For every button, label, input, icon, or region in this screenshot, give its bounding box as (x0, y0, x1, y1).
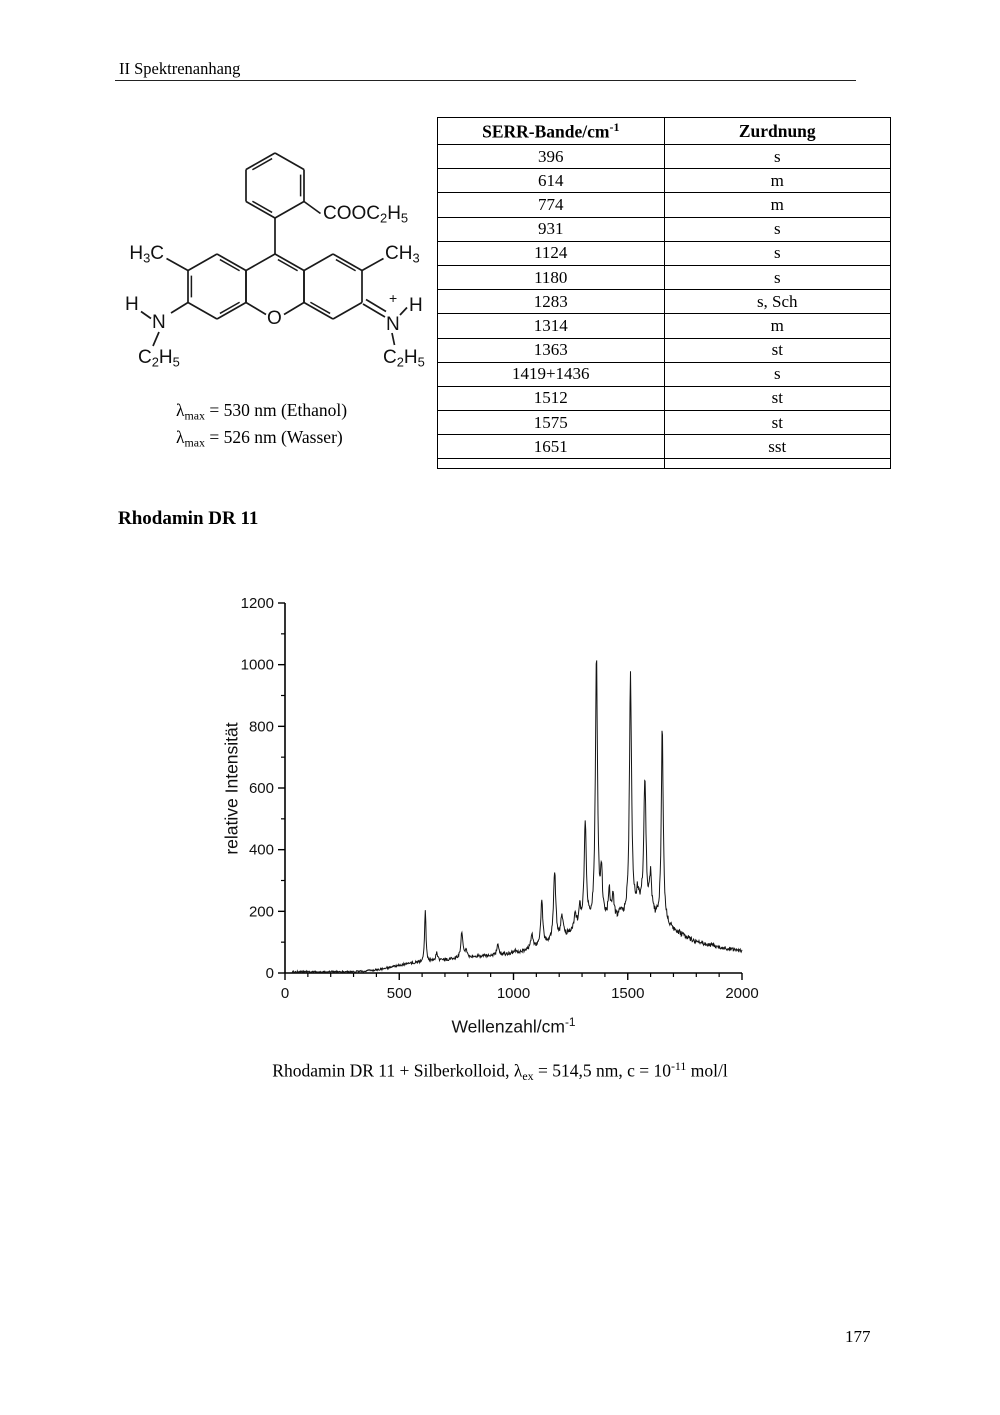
x-tick-label: 500 (386, 985, 412, 1002)
assignment-cell: s (664, 362, 891, 386)
band-cell: 1512 (438, 386, 665, 410)
band-cell: 1575 (438, 411, 665, 435)
bond (400, 308, 407, 316)
assignment-cell: st (664, 386, 891, 410)
bond (304, 303, 333, 320)
assignment-cell: s (664, 217, 891, 241)
table-row (438, 193, 891, 217)
bond (246, 153, 275, 170)
atom-label-plus-charge: + (389, 290, 398, 306)
band-cell: 1124 (438, 241, 665, 265)
y-tick-label: 200 (248, 903, 274, 921)
table-row (438, 386, 891, 410)
band-cell: 1419+1436 (438, 362, 665, 386)
band-cell: 614 (438, 169, 665, 193)
bond (167, 259, 189, 271)
bond (284, 303, 304, 315)
header-rule (115, 80, 856, 81)
spectrum-chart (200, 578, 820, 1048)
assignment-cell: sst (664, 435, 891, 459)
atom-label-oxygen: O (267, 308, 282, 329)
figure-caption: Rhodamin DR 11 + Silberkolloid, $\lambda_{ex} = 514,5$ nm, $c = 10^{-11}$ mol/l (272, 1059, 728, 1083)
section-heading: Rhodamin DR 11 (118, 508, 259, 529)
bond (246, 202, 275, 219)
assignment-cell: m (664, 314, 891, 338)
assignment-cell: m (664, 169, 891, 193)
page-number: 177 (845, 1327, 871, 1346)
bond (188, 254, 217, 271)
table-row (438, 435, 891, 459)
bond (217, 254, 246, 271)
band-cell: 1180 (438, 265, 665, 289)
band-cell: 1283 (438, 290, 665, 314)
y-tick-label: 1000 (240, 656, 274, 674)
assignment-cell: s (664, 241, 891, 265)
table-header-row (438, 118, 891, 145)
bond (333, 254, 362, 271)
table-header-band: SERR-$Bande/cm^{-1}$ (438, 118, 665, 145)
table-row (438, 145, 891, 169)
table-bottom-spacer-row (438, 459, 891, 469)
x-tick-label: 1000 (496, 985, 531, 1002)
table-header-assignment: Zurdnung (664, 118, 891, 145)
assignment-cell: s (664, 145, 891, 169)
y-tick-label: 600 (248, 780, 274, 797)
x-tick-label: 1500 (611, 985, 645, 1002)
bond (304, 202, 321, 214)
table-row (438, 265, 891, 289)
atom-label-h-right: H (409, 295, 423, 316)
bond (333, 303, 362, 320)
band-cell: 931 (438, 217, 665, 241)
band-cell: 1314 (438, 314, 665, 338)
chemical-structure (100, 130, 440, 380)
assignment-cell: st (664, 411, 891, 435)
bond (171, 303, 188, 314)
band-cell: 774 (438, 193, 665, 217)
assignment-cell: m (664, 193, 891, 217)
y-tick-label: 0 (265, 965, 274, 982)
atom-label-methyl-right: $CH_3$ (385, 243, 420, 266)
band-cell: 1651 (438, 435, 665, 459)
x-tick-label: 0 (280, 985, 290, 1002)
atom-label-n-left: N (152, 312, 166, 333)
bond (363, 304, 385, 317)
band-cell: 1363 (438, 338, 665, 362)
lambda-max-wasser: $\lambda_{max} = 526$ nm (Wasser) (176, 427, 343, 450)
spectrum-trace (292, 660, 742, 972)
y-tick-label: 1200 (240, 595, 274, 612)
x-tick-label: 2000 (725, 985, 759, 1002)
x-axis-title: Wellenzahl/$cm^{-1}$ (451, 1015, 576, 1037)
y-tick-label: 800 (248, 718, 274, 736)
bond (217, 303, 246, 320)
table-row (438, 338, 891, 362)
assignment-cell: s (664, 265, 891, 289)
running-header: II Spektrenanhang (119, 59, 241, 78)
table-row (438, 362, 891, 386)
y-tick-label: 400 (248, 841, 274, 859)
y-axis-title: relative Intensität (221, 722, 242, 855)
band-cell: 396 (438, 145, 665, 169)
atom-label-h-left: H (125, 294, 139, 315)
bond (246, 254, 275, 271)
atom-label-methyl-left: $H_3C$ (129, 243, 164, 266)
bond (153, 332, 159, 346)
table-row (438, 217, 891, 241)
atom-label-ethyl-right: $C_2H_5$ (383, 347, 425, 370)
table-row (438, 169, 891, 193)
bond (366, 300, 386, 312)
bond (188, 303, 217, 320)
table-row (438, 241, 891, 265)
atom-label-ethyl-left: $C_2H_5$ (138, 347, 180, 370)
assignment-cell: s, Sch (664, 290, 891, 314)
table-row (438, 411, 891, 435)
bond (304, 254, 333, 271)
lambda-max-ethanol: $\lambda_{max} = 530$ nm (Ethanol) (176, 400, 348, 423)
bond (275, 254, 304, 271)
bond (141, 312, 151, 319)
table-row (438, 290, 891, 314)
atom-label-ester: $COOC_2H_5$ (323, 203, 409, 226)
bond (246, 303, 266, 315)
atom-label-n-right: N (386, 314, 400, 335)
spectrum-plot (200, 578, 820, 1048)
table-row (438, 314, 891, 338)
assignment-cell: st (664, 338, 891, 362)
serr-band-table (437, 117, 891, 469)
bond (362, 259, 384, 271)
bond (275, 153, 304, 170)
bond (275, 202, 304, 219)
